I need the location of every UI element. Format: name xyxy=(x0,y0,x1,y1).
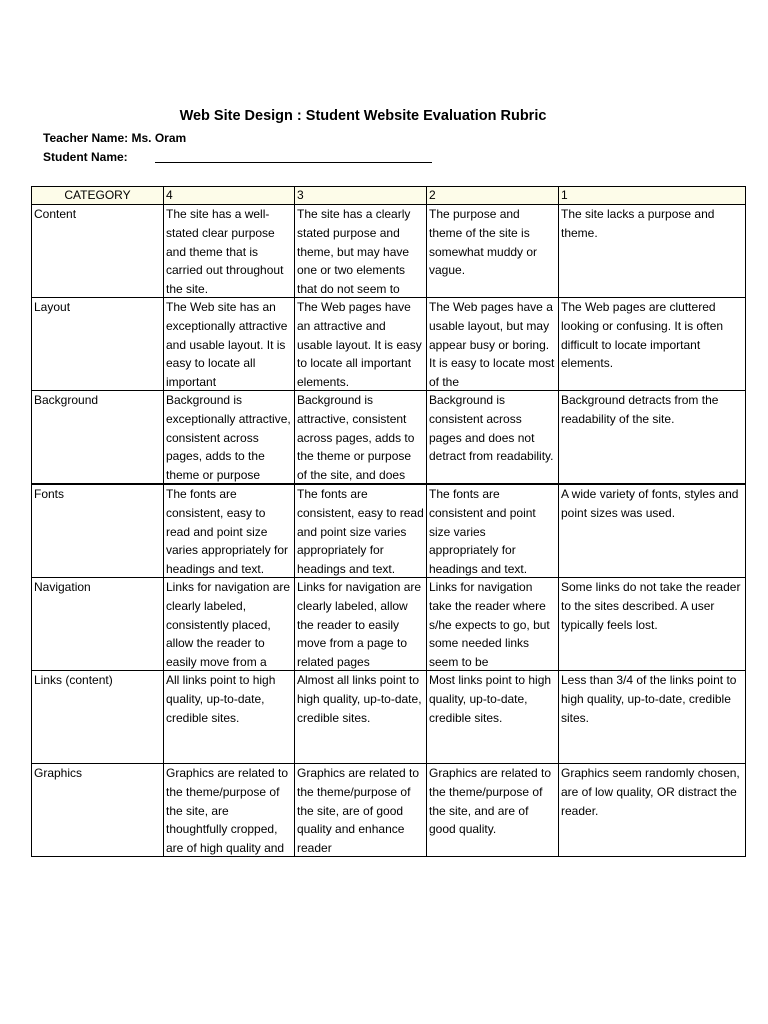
header-score-3: 3 xyxy=(295,187,427,205)
table-row xyxy=(32,671,746,764)
criterion-cell: All links point to high quality, up-to-date, credible sites. xyxy=(164,671,295,764)
table-row xyxy=(32,298,746,391)
table-row xyxy=(32,484,746,578)
header-category: CATEGORY xyxy=(32,187,164,205)
criterion-cell: Links for navigation are clearly labeled, allow the reader to easily move from a page to related pages xyxy=(295,578,427,671)
student-line xyxy=(43,150,432,164)
header-score-2: 2 xyxy=(427,187,559,205)
teacher-line xyxy=(43,131,186,145)
criterion-cell: The site lacks a purpose and theme. xyxy=(559,205,746,298)
row-category: Background xyxy=(32,391,164,485)
criterion-cell: The fonts are consistent and point size varies appropriately for headings and text. xyxy=(427,484,559,578)
criterion-cell: The site has a well-stated clear purpose and theme that is carried out throughout the site. xyxy=(164,205,295,298)
row-category: Graphics xyxy=(32,764,164,857)
criterion-cell: Less than 3/4 of the links point to high quality, up-to-date, credible sites. xyxy=(559,671,746,764)
criterion-cell: The Web pages are cluttered looking or confusing. It is often difficult to locate important elements. xyxy=(559,298,746,391)
table-row xyxy=(32,764,746,857)
page-title: Web Site Design : Student Website Evaluation Rubric xyxy=(179,108,547,124)
criterion-cell: Most links point to high quality, up-to-date, credible sites. xyxy=(427,671,559,764)
rubric-table xyxy=(31,186,746,857)
table-row xyxy=(32,205,746,298)
student-label: Student Name: xyxy=(43,150,128,164)
criterion-cell: Background is consistent across pages and does not detract from readability. xyxy=(427,391,559,485)
row-category: Links (content) xyxy=(32,671,164,764)
criterion-cell: Links for navigation take the reader where s/he expects to go, but some needed links seem to be xyxy=(427,578,559,671)
criterion-cell: A wide variety of fonts, styles and point sizes was used. xyxy=(559,484,746,578)
student-name-blank xyxy=(155,150,432,163)
criterion-cell: Graphics seem randomly chosen, are of low quality, OR distract the reader. xyxy=(559,764,746,857)
teacher-name: Ms. Oram xyxy=(131,131,187,145)
criterion-cell: The Web site has an exceptionally attractive and usable layout. It is easy to locate all important xyxy=(164,298,295,391)
criterion-cell: Links for navigation are clearly labeled, consistently placed, allow the reader to easily move from a xyxy=(164,578,295,671)
criterion-cell: Almost all links point to high quality, up-to-date, credible sites. xyxy=(295,671,427,764)
row-category: Fonts xyxy=(32,484,164,578)
criterion-cell: The Web pages have a usable layout, but may appear busy or boring. It is easy to locate most of the xyxy=(427,298,559,391)
criterion-cell: Graphics are related to the theme/purpose of the site, are of good quality and enhance reader xyxy=(295,764,427,857)
row-category: Navigation xyxy=(32,578,164,671)
criterion-cell: Graphics are related to the theme/purpose of the site, are thoughtfully cropped, are of high quality and xyxy=(164,764,295,857)
table-row xyxy=(32,578,746,671)
criterion-cell: Background is attractive, consistent across pages, adds to the theme or purpose of the site, and does xyxy=(295,391,427,485)
criterion-cell: The fonts are consistent, easy to read and point size varies appropriately for headings and text. xyxy=(164,484,295,578)
criterion-cell: Graphics are related to the theme/purpose of the site, and are of good quality. xyxy=(427,764,559,857)
criterion-cell: The Web pages have an attractive and usable layout. It is easy to locate all important elements. xyxy=(295,298,427,391)
header-row xyxy=(32,187,746,205)
criterion-cell: Background is exceptionally attractive, consistent across pages, adds to the theme or purpose xyxy=(164,391,295,485)
criterion-cell: Background detracts from the readability of the site. xyxy=(559,391,746,485)
criterion-cell: Some links do not take the reader to the sites described. A user typically feels lost. xyxy=(559,578,746,671)
criterion-cell: The purpose and theme of the site is somewhat muddy or vague. xyxy=(427,205,559,298)
row-category: Layout xyxy=(32,298,164,391)
criterion-cell: The site has a clearly stated purpose and theme, but may have one or two elements that do not seem to xyxy=(295,205,427,298)
teacher-label: Teacher Name: xyxy=(43,131,129,145)
header-score-4: 4 xyxy=(164,187,295,205)
table-row xyxy=(32,391,746,485)
header-score-1: 1 xyxy=(559,187,746,205)
criterion-cell: The fonts are consistent, easy to read and point size varies appropriately for headings and text. xyxy=(295,484,427,578)
row-category: Content xyxy=(32,205,164,298)
